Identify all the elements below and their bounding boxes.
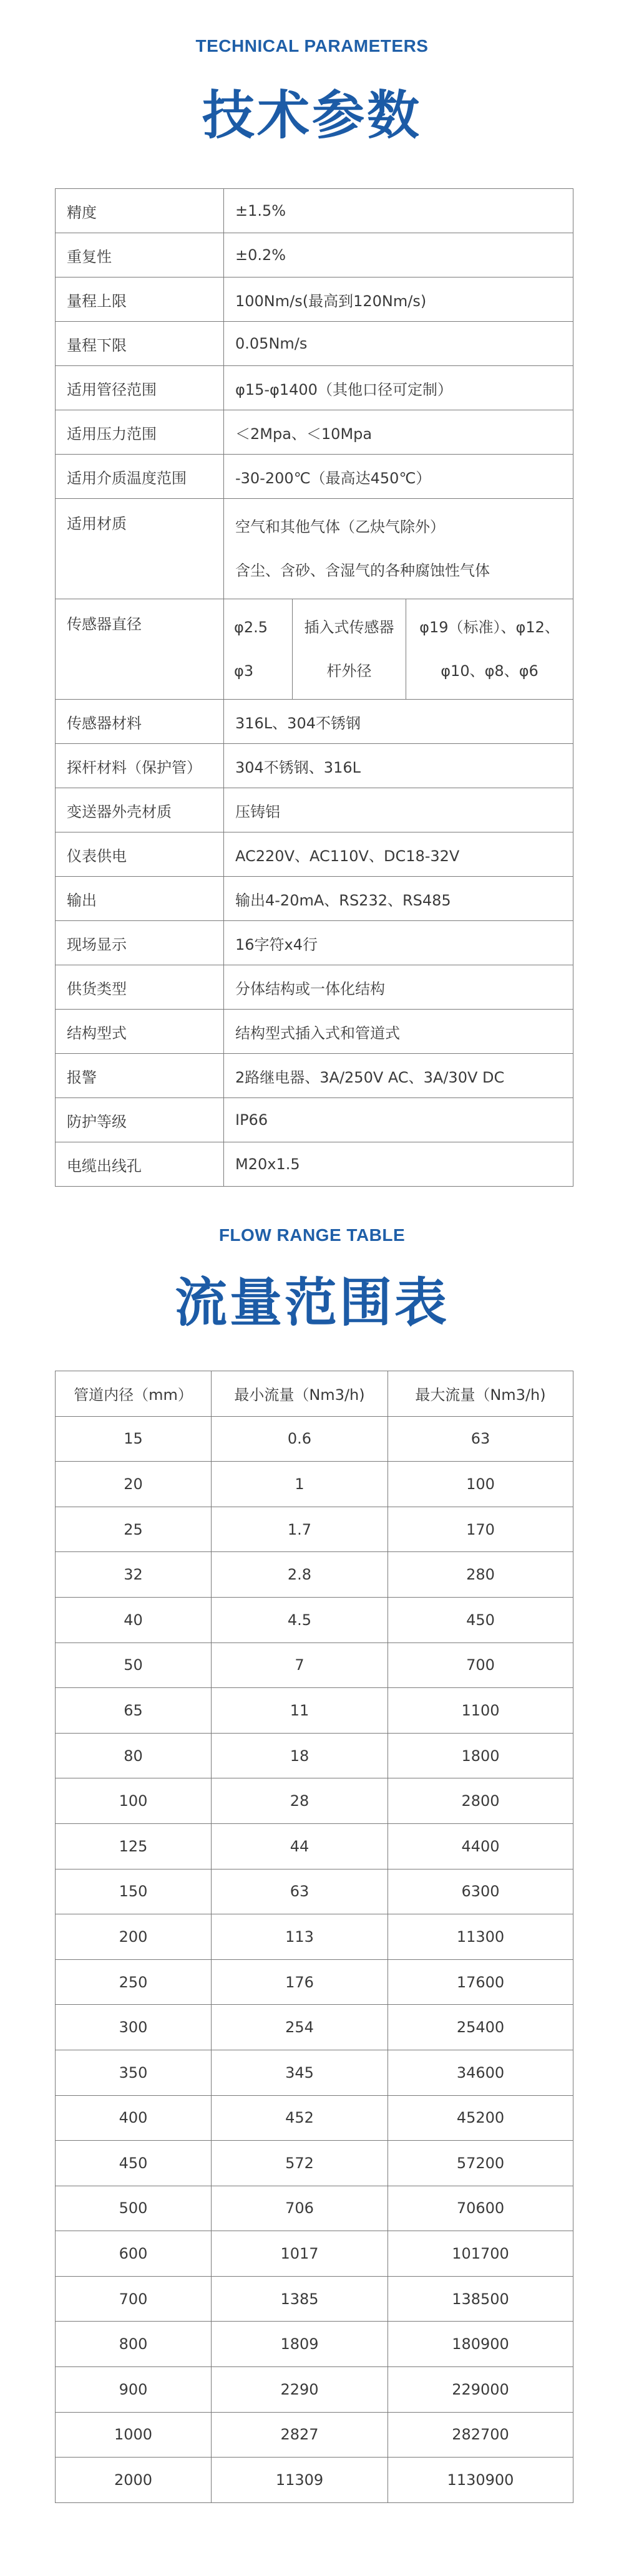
param-value: 结构型式插入式和管道式 [224, 1010, 573, 1054]
table-cell: 700 [388, 1643, 573, 1688]
table-header-row [56, 1371, 573, 1417]
table-cell: 11 [212, 1688, 388, 1734]
flow-title-en: FLOW RANGE TABLE [218, 1225, 406, 1245]
table-row [56, 2458, 573, 2503]
param-label: 防护等级 [56, 1098, 224, 1142]
table-row [56, 366, 573, 410]
table-row [56, 1823, 573, 1869]
table-row [56, 1643, 573, 1688]
param-value: 16字符x4行 [224, 921, 573, 965]
table-cell: 2827 [212, 2412, 388, 2458]
table-cell: 57200 [388, 2141, 573, 2186]
table-cell: 1000 [56, 2412, 212, 2458]
table-row [56, 455, 573, 499]
table-cell: 17600 [388, 1959, 573, 2005]
param-value: 分体结构或一体化结构 [224, 965, 573, 1010]
column-header: 最大流量（Nm3/h) [388, 1371, 573, 1417]
table-cell: 254 [212, 2005, 388, 2050]
sensor-dia-label: 杆外径 [326, 662, 372, 680]
table-row [56, 2005, 573, 2050]
param-value: 304不锈钢、316L [224, 744, 573, 788]
table-cell: 500 [56, 2186, 212, 2231]
table-row [56, 2050, 573, 2095]
table-cell: 4400 [388, 1823, 573, 1869]
table-cell: 32 [56, 1552, 212, 1598]
param-label: 现场显示 [56, 921, 224, 965]
table-cell: 572 [212, 2141, 388, 2186]
table-row [56, 322, 573, 366]
table-row [56, 1098, 573, 1142]
table-cell: 18 [212, 1733, 388, 1778]
param-label: 适用压力范围 [56, 410, 224, 455]
table-cell: 80 [56, 1733, 212, 1778]
table-cell: 900 [56, 2367, 212, 2413]
table-cell: 229000 [388, 2367, 573, 2413]
table-row [56, 700, 573, 744]
tech-title-zh: 技术参数 [202, 85, 422, 146]
table-row [56, 2095, 573, 2141]
column-header: 最小流量（Nm3/h) [212, 1371, 388, 1417]
table-cell: 1017 [212, 2231, 388, 2277]
table-cell: 2290 [212, 2367, 388, 2413]
table-cell: 65 [56, 1688, 212, 1734]
table-cell: 45200 [388, 2095, 573, 2141]
table-row [56, 189, 573, 233]
sensor-dia-value: φ3 [234, 662, 254, 680]
table-cell: 125 [56, 1823, 212, 1869]
param-value: 0.05Nm/s [224, 322, 573, 366]
table-row [56, 1054, 573, 1098]
param-value: 输出4-20mA、RS232、RS485 [224, 877, 573, 921]
param-value: ＜2Mpa、＜10Mpa [224, 410, 573, 455]
table-row [56, 599, 573, 700]
table-cell: 300 [56, 2005, 212, 2050]
table-cell: 11300 [388, 1914, 573, 1960]
table-cell: 40 [56, 1597, 212, 1643]
column-header: 管道内径（mm） [56, 1371, 212, 1417]
table-cell: 2.8 [212, 1552, 388, 1598]
table-row [56, 1552, 573, 1598]
param-value: ±1.5% [224, 189, 573, 233]
table-cell: 452 [212, 2095, 388, 2141]
param-label: 报警 [56, 1054, 224, 1098]
table-row [56, 410, 573, 455]
param-label: 输出 [56, 877, 224, 921]
param-label: 重复性 [56, 233, 224, 277]
table-cell: 20 [56, 1462, 212, 1507]
param-label: 结构型式 [56, 1010, 224, 1054]
flow-range-table [55, 1371, 573, 2503]
table-cell: 25400 [388, 2005, 573, 2050]
table-cell: 44 [212, 1823, 388, 1869]
table-row [56, 877, 573, 921]
table-cell: 4.5 [212, 1597, 388, 1643]
sensor-dia-label: 插入式传感器 [304, 619, 394, 636]
table-row [56, 1462, 573, 1507]
table-cell: 7 [212, 1643, 388, 1688]
table-cell: 706 [212, 2186, 388, 2231]
table-cell: 1.7 [212, 1507, 388, 1552]
table-cell: 101700 [388, 2231, 573, 2277]
param-label: 仪表供电 [56, 832, 224, 877]
table-row [56, 832, 573, 877]
param-label: 量程下限 [56, 322, 224, 366]
table-cell: 100 [388, 1462, 573, 1507]
table-cell: 28 [212, 1778, 388, 1824]
table-cell: 450 [56, 2141, 212, 2186]
param-label: 电缆出线孔 [56, 1142, 224, 1187]
param-value: 100Nm/s(最高到120Nm/s) [224, 277, 573, 322]
table-cell: 6300 [388, 1869, 573, 1914]
param-value: 316L、304不锈钢 [224, 700, 573, 744]
table-cell: 1800 [388, 1733, 573, 1778]
param-label: 适用材质 [56, 499, 224, 599]
table-cell: 176 [212, 1959, 388, 2005]
table-row [56, 1869, 573, 1914]
table-row [56, 1010, 573, 1054]
param-value: M20x1.5 [224, 1142, 573, 1187]
table-row [56, 1688, 573, 1734]
table-cell: 400 [56, 2095, 212, 2141]
table-cell: 700 [56, 2276, 212, 2322]
table-row [56, 1597, 573, 1643]
table-cell: 450 [388, 1597, 573, 1643]
param-value: 压铸铝 [224, 788, 573, 832]
param-value: IP66 [224, 1098, 573, 1142]
table-cell: 350 [56, 2050, 212, 2095]
table-cell: 170 [388, 1507, 573, 1552]
table-row [56, 1778, 573, 1824]
table-cell: 150 [56, 1869, 212, 1914]
table-cell: 1809 [212, 2322, 388, 2367]
table-row [56, 1733, 573, 1778]
param-value [224, 499, 573, 599]
table-row [56, 965, 573, 1010]
table-row [56, 1507, 573, 1552]
param-value: -30-200℃（最高达450℃） [224, 455, 573, 499]
table-cell: 1100 [388, 1688, 573, 1734]
param-label: 精度 [56, 189, 224, 233]
table-cell: 2800 [388, 1778, 573, 1824]
table-cell: 25 [56, 1507, 212, 1552]
param-value: 2路继电器、3A/250V AC、3A/30V DC [224, 1054, 573, 1098]
table-cell: 63 [388, 1416, 573, 1462]
table-cell: 11309 [212, 2458, 388, 2503]
flow-title-zh: 流量范围表 [174, 1272, 449, 1333]
sensor-dia-value: φ19（标准）、φ12、 [419, 619, 560, 636]
table-row [56, 2412, 573, 2458]
param-label: 变送器外壳材质 [56, 788, 224, 832]
table-cell: 0.6 [212, 1416, 388, 1462]
table-row [56, 788, 573, 832]
param-label: 量程上限 [56, 277, 224, 322]
param-value [406, 599, 573, 700]
param-value [293, 599, 406, 700]
table-row [56, 1142, 573, 1187]
table-cell: 100 [56, 1778, 212, 1824]
table-cell: 180900 [388, 2322, 573, 2367]
param-value [224, 599, 293, 700]
table-cell: 1385 [212, 2276, 388, 2322]
table-row [56, 2322, 573, 2367]
table-cell: 70600 [388, 2186, 573, 2231]
sensor-dia-value: φ2.5 [234, 619, 268, 636]
table-row [56, 277, 573, 322]
table-cell: 280 [388, 1552, 573, 1598]
tech-title-en: TECHNICAL PARAMETERS [195, 36, 429, 55]
param-label: 传感器直径 [56, 599, 224, 700]
table-row [56, 1416, 573, 1462]
table-cell: 50 [56, 1643, 212, 1688]
param-value: ±0.2% [224, 233, 573, 277]
table-cell: 15 [56, 1416, 212, 1462]
param-label: 供货类型 [56, 965, 224, 1010]
table-row [56, 921, 573, 965]
table-row [56, 744, 573, 788]
table-cell: 34600 [388, 2050, 573, 2095]
material-line: 含尘、含砂、含湿气的各种腐蚀性气体 [235, 562, 490, 579]
table-cell: 800 [56, 2322, 212, 2367]
table-cell: 138500 [388, 2276, 573, 2322]
table-cell: 200 [56, 1914, 212, 1960]
table-row [56, 233, 573, 277]
table-cell: 282700 [388, 2412, 573, 2458]
table-cell: 1 [212, 1462, 388, 1507]
material-line: 空气和其他气体（乙炔气除外） [235, 518, 445, 536]
param-value: φ15-φ1400（其他口径可定制） [224, 366, 573, 410]
table-cell: 250 [56, 1959, 212, 2005]
sensor-dia-value: φ10、φ8、φ6 [441, 662, 539, 680]
table-row [56, 2141, 573, 2186]
table-row [56, 499, 573, 599]
param-label: 适用管径范围 [56, 366, 224, 410]
table-row [56, 1914, 573, 1960]
param-label: 适用介质温度范围 [56, 455, 224, 499]
param-label: 探杆材料（保护管） [56, 744, 224, 788]
table-row [56, 1959, 573, 2005]
table-cell: 1130900 [388, 2458, 573, 2503]
tech-params-table [55, 188, 573, 1187]
table-row [56, 2276, 573, 2322]
table-cell: 600 [56, 2231, 212, 2277]
table-cell: 345 [212, 2050, 388, 2095]
table-row [56, 2367, 573, 2413]
table-row [56, 2231, 573, 2277]
param-label: 传感器材料 [56, 700, 224, 744]
table-row [56, 2186, 573, 2231]
param-value: AC220V、AC110V、DC18-32V [224, 832, 573, 877]
table-cell: 2000 [56, 2458, 212, 2503]
table-cell: 63 [212, 1869, 388, 1914]
table-cell: 113 [212, 1914, 388, 1960]
